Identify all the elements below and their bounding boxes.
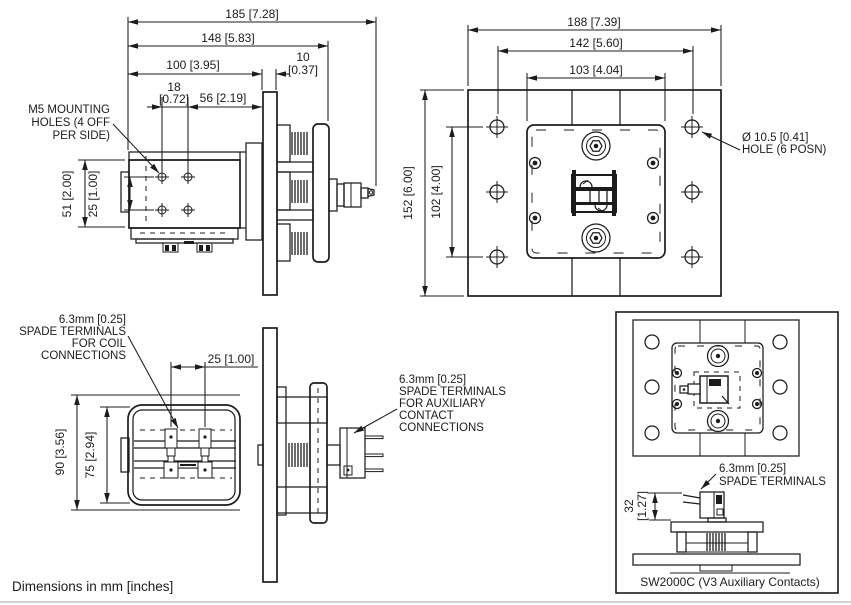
coil-view-panel-and-aux	[258, 328, 383, 582]
dim-front-square-width: 103 [4.04]	[569, 63, 623, 77]
inset-caption: SW2000C (V3 Auxiliary Contacts)	[640, 575, 820, 589]
coil-terminals-label	[19, 314, 127, 362]
dim-inset-height-mm: 32	[622, 499, 636, 513]
side-view-contactor-body	[121, 143, 262, 252]
side-view-panel-and-contacts	[263, 92, 374, 295]
svg-text:FOR COIL: FOR COIL	[71, 338, 126, 350]
inset-aux-switch	[683, 492, 726, 522]
coil-view	[19, 314, 506, 582]
svg-text:SPADE TERMINALS: SPADE TERMINALS	[19, 326, 126, 338]
dim-hole-spacing-in: [0.72]	[158, 92, 190, 106]
spring-icon	[289, 443, 307, 467]
svg-text:Ø 10.5 [0.41]: Ø 10.5 [0.41]	[742, 132, 809, 144]
flange-hole-icon	[486, 116, 703, 268]
aux-contact-block	[340, 428, 383, 478]
inset-front-mechanism	[680, 372, 740, 408]
svg-text:SPADE TERMINALS: SPADE TERMINALS	[719, 476, 826, 488]
spring-icon	[292, 132, 307, 255]
front-view-dimensions	[401, 15, 827, 296]
svg-text:FOR AUXILIARY: FOR AUXILIARY	[399, 398, 486, 410]
dim-coil-overall-height: 90 [3.56]	[53, 428, 67, 476]
dim-terminal-spacing: 25 [1.00]	[207, 352, 255, 366]
bottom-rule	[0, 601, 851, 603]
dim-hole-to-panel: 56 [2.19]	[199, 91, 247, 105]
front-view-flange	[468, 90, 721, 296]
coil-view-body	[121, 405, 240, 505]
dim-hole-vspacing: 25 [1.00]	[86, 170, 100, 218]
svg-text:CONTACT: CONTACT	[399, 410, 454, 422]
inset-spade-label	[719, 463, 826, 488]
svg-text:CONNECTIONS: CONNECTIONS	[41, 350, 126, 362]
dim-panel-thickness-in: [0.37]	[287, 63, 319, 77]
units-footnote: Dimensions in mm [inches]	[12, 579, 174, 594]
dim-overall-width: 185 [7.28]	[225, 7, 279, 21]
side-view-aux-switch	[329, 179, 374, 211]
side-view-dimensions	[28, 7, 376, 227]
dim-body-width: 100 [3.95]	[166, 58, 220, 72]
inset-view	[616, 312, 838, 593]
front-view	[401, 15, 827, 296]
svg-text:SPADE TERMINALS: SPADE TERMINALS	[399, 386, 506, 398]
dim-front-hole-spacing-h: 102 [4.00]	[429, 165, 443, 219]
svg-text:6.3mm [0.25]: 6.3mm [0.25]	[58, 314, 126, 326]
front-view-mechanism	[572, 170, 616, 216]
dim-inset-height-in: [1.27]	[635, 490, 649, 522]
hole-diameter-label	[742, 132, 827, 156]
inset-border	[616, 312, 838, 593]
m5-hole-icon	[155, 170, 195, 217]
spring-icon	[707, 533, 725, 551]
m5-mounting-holes-label	[28, 104, 110, 142]
dim-front-hole-spacing-w: 142 [5.60]	[569, 36, 623, 50]
dim-front-overall-width: 188 [7.39]	[567, 15, 621, 29]
front-view-body-square	[527, 125, 665, 258]
dim-hole-spacing-mm: 18	[167, 80, 181, 94]
dim-body-height: 51 [2.00]	[60, 170, 74, 218]
inset-side-view	[622, 463, 826, 573]
dim-coil-body-height: 75 [2.94]	[83, 431, 97, 479]
svg-text:6.3mm [0.25]: 6.3mm [0.25]	[399, 374, 467, 386]
svg-text:M5 MOUNTING: M5 MOUNTING	[28, 104, 110, 116]
side-view	[28, 7, 376, 295]
svg-text:PER SIDE): PER SIDE)	[52, 130, 110, 142]
dim-panel-thickness-mm: 10	[296, 50, 310, 64]
inset-front-view	[633, 320, 799, 456]
coil-spade-terminal-icon	[164, 429, 212, 478]
svg-text:HOLE (6 POSN): HOLE (6 POSN)	[742, 144, 827, 156]
dim-width-to-plate: 148 [5.83]	[201, 31, 255, 45]
aux-terminals-label	[399, 374, 506, 434]
inset-hole-icon	[645, 335, 787, 440]
svg-text:6.3mm [0.25]: 6.3mm [0.25]	[719, 463, 787, 475]
svg-text:CONNECTIONS: CONNECTIONS	[399, 422, 484, 434]
side-view-bottom-terminals	[131, 228, 238, 252]
svg-text:HOLES (4 OFF: HOLES (4 OFF	[31, 117, 110, 129]
dim-front-overall-height: 152 [6.00]	[401, 166, 415, 220]
